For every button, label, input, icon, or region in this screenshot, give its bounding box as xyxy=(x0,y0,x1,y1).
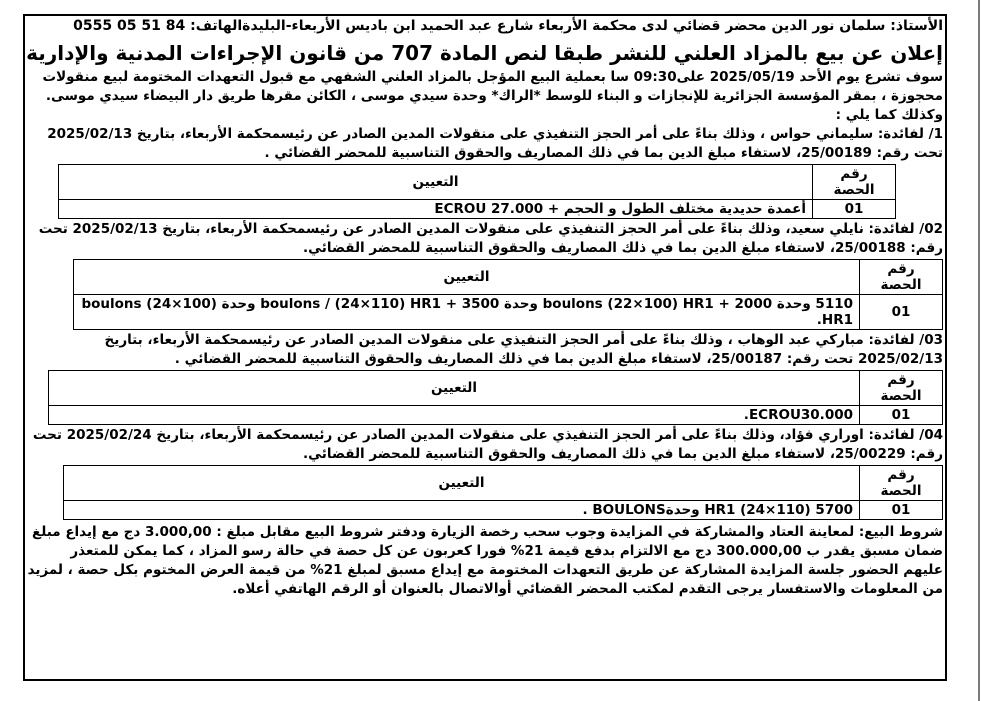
sale-conditions: شروط البيع: لمعاينة العتاد والمشاركة في المزايدة وجوب سحب رخصة الزيارة ودفتر شروط البيع مقابل مبلغ : 3.000,00 دج مع إيداع مبلغ ضمان مسبق يقدر ب 300.000,00 دج مع الالتزام بدفع قيمة 21% فورا كعربون عن كل حصة في حالة رسو المزاد ، كما يمكن للمتعذر عليهم الحضور جلسة المزايدة المشاركة عن طريق التعهدات المختومة مع إيداع مسبق لمبلغ 21% من قيمة العرض المختوم بكل حصة ، لمزيد من المعلومات والاستفسار يرجى التقدم لمكتب المحضر القضائي أوالاتصال بالعنوان أو الرقم الهاتفي أعلاه. xyxy=(27,524,943,597)
table-row xyxy=(64,501,943,520)
designation-header: التعيين xyxy=(74,260,860,295)
section-1-text: 1/ لفائدة: سليماني حواس ، وذلك بناءً على أمر الحجز التنفيذي على منقولات المدين الصادر عن رئيسمحكمة الأربعاء، بتاريخ 2025/02/13 تحت رقم: 25/00189، لاستفاء مبلغ الدين بما في ذلك المصاريف والحقوق التناسبية للمحضر القضائي . xyxy=(47,126,943,161)
bailiff-header: الأستاذ: سلمان نور الدين محضر قضائي لدى محكمة الأربعاء شارع عبد الحميد ابن باديس الأربعاء-البليدةالهاتف: 84 51 05 0555 xyxy=(73,18,943,34)
section-4-text: 04/ لفائدة: اوراري فؤاد، وذلك بناءً على أمر الحجز التنفيذي على منقولات المدين الصادر عن رئيسمحكمة الأربعاء، بتاريخ 2025/02/24 تحت رقم: 25/00229، لاستفاء مبلغ الدين بما في ذلك المصاريف والحقوق التناسبية للمحضر القضائي. xyxy=(32,427,943,462)
section-3-text: 03/ لفائدة: مباركي عبد الوهاب ، وذلك بناءً على أمر الحجز التنفيذي على منقولات المدين الصادر عن رئيسمحكمة الأربعاء، بتاريخ 2025/02/13 تحت رقم: 25/00187، لاستفاء مبلغ الدين بما في ذلك المصاريف والحقوق التناسبية للمحضر القضائي . xyxy=(104,332,943,367)
section-2-text: 02/ لفائدة: نايلي سعيد، وذلك بناءً على أمر الحجز التنفيذي على منقولات المدين الصادر عن رئيسمحكمة الأربعاء، بتاريخ 2025/02/13 تحت رقم: 25/00188، لاستفاء مبلغ الدين بما في ذلك المصاريف والحقوق التناسبية للمحضر القضائي. xyxy=(38,221,943,256)
lot-header: رقم الحصة xyxy=(860,260,943,295)
lot-designation: ECROU30.000. xyxy=(49,406,860,425)
lot-number: 01 xyxy=(860,406,943,425)
designation-header: التعيين xyxy=(59,165,813,200)
lot-header: رقم الحصة xyxy=(813,165,896,200)
lot-header: رقم الحصة xyxy=(860,466,943,501)
designation-header: التعيين xyxy=(49,371,860,406)
lot-designation: 5700 HR1 (24×110) وحدةBOULONS . xyxy=(64,501,860,520)
lots-table-3 xyxy=(48,370,943,425)
auction-notice xyxy=(27,16,943,599)
lot-header: رقم الحصة xyxy=(860,371,943,406)
table-row xyxy=(74,295,943,330)
lot-designation: 5110 وحدة boulons (22×100) HR1 + 2000 وحدة boulons / (24×110) HR1 + 3500 وحدة boulons (24×100) HR1. xyxy=(74,295,860,330)
lots-table-4 xyxy=(63,465,943,520)
page-edge-line xyxy=(978,0,980,701)
lots-table-1 xyxy=(58,164,896,219)
lot-number: 01 xyxy=(860,501,943,520)
intro-paragraph: سوف تشرع يوم الأحد 2025/05/19 على09:30 سا بعملية البيع المؤجل بالمزاد العلني الشفهي مع قبول التعهدات المختومة لبيع منقولات محجوزة ، بمقر المؤسسة الجزائرية للإنجازات و البناء للوسط *الراك* وحدة سيدي موسى ، الكائن مقرها طريق دار البيضاء سيدي موسى. وكذلك كما يلي : xyxy=(42,69,943,123)
lot-number: 01 xyxy=(860,295,943,330)
lot-number: 01 xyxy=(813,200,896,219)
designation-header: التعيين xyxy=(64,466,860,501)
notice-title: إعلان عن بيع بالمزاد العلني للنشر طبقا لنص المادة 707 من قانون الإجراءات المدنية والإدارية xyxy=(26,41,943,65)
table-row xyxy=(49,406,943,425)
lots-table-2 xyxy=(73,259,943,330)
lot-designation: أعمدة حديدية مختلف الطول و الحجم + ECROU 27.000 xyxy=(59,200,813,219)
table-row xyxy=(59,200,896,219)
